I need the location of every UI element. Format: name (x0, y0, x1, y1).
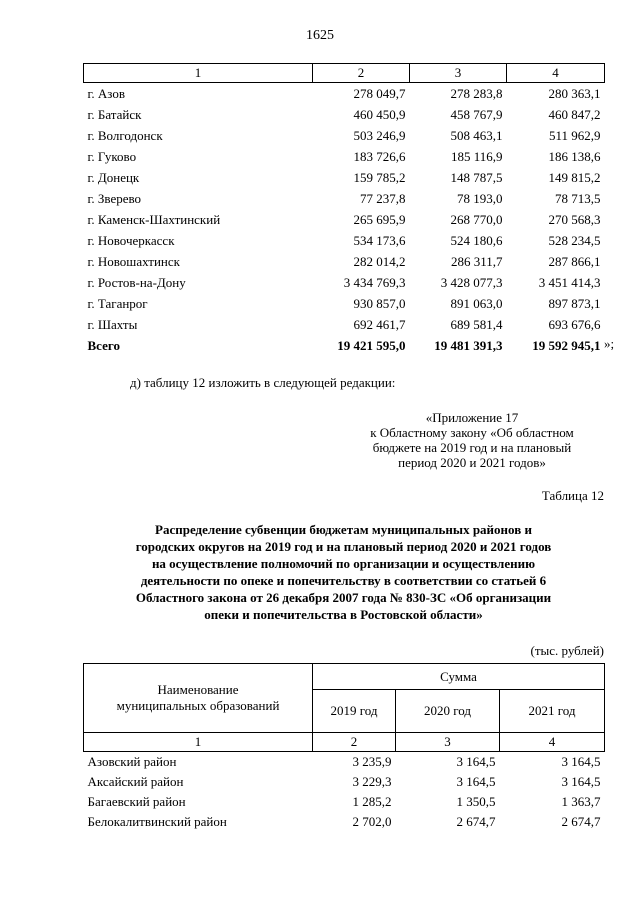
value-2019: 1 285,2 (352, 794, 392, 809)
value-2019: 278 049,7 (353, 85, 406, 101)
value-2021: 3 164,5 (561, 774, 601, 789)
sum-header: Сумма (313, 664, 605, 690)
column-number: 2 (313, 733, 396, 752)
table-number: Таблица 12 (541, 488, 604, 503)
row-name: г. Каменск-Шахтинский (87, 211, 221, 227)
value-2020: 689 581,4 (450, 316, 503, 332)
value-2020: 3 164,5 (456, 754, 496, 769)
value-2019: 692 461,7 (353, 316, 406, 332)
value-2021: 2 674,7 (561, 814, 601, 829)
subvention-table (83, 663, 605, 832)
total-2021: 19 592 945,1 (532, 337, 601, 353)
row-name: Азовский район (87, 754, 177, 769)
appendix-line: период 2020 и 2021 годов» (398, 455, 546, 470)
value-2019: 2 702,0 (352, 814, 392, 829)
table-row (84, 812, 605, 832)
value-2019: 930 857,0 (353, 295, 406, 311)
units-label: (тыс. рублей) (530, 643, 604, 658)
value-2020: 278 283,8 (450, 85, 503, 101)
value-2021: 280 363,1 (548, 85, 601, 101)
value-2019: 460 450,9 (353, 106, 406, 122)
value-2020: 3 164,5 (456, 774, 496, 789)
appendix-line: «Приложение 17 (425, 410, 519, 425)
column-number: 1 (84, 64, 313, 83)
table-row (84, 167, 605, 188)
value-2019: 503 246,9 (353, 127, 406, 143)
title-line: Распределение субвенции бюджетам муниципальных районов и (155, 522, 532, 537)
value-2019: 282 014,2 (353, 253, 406, 269)
value-2021: 511 962,9 (548, 127, 601, 143)
year-header-2019: 2019 год (313, 690, 396, 733)
value-2021: 78 713,5 (555, 190, 601, 206)
table-row (84, 792, 605, 812)
value-2020: 1 350,5 (456, 794, 496, 809)
row-name: г. Волгодонск (87, 127, 163, 143)
table-row (84, 314, 605, 335)
column-number: 3 (396, 733, 500, 752)
row-name: г. Гуково (87, 148, 137, 164)
value-2021: 3 451 414,3 (538, 274, 601, 290)
header-line: муниципальных образований (116, 698, 280, 713)
value-2019: 3 434 769,3 (343, 274, 406, 290)
total-2020: 19 481 391,3 (434, 337, 503, 353)
column-number: 4 (500, 733, 605, 752)
column-number: 1 (84, 733, 313, 752)
value-2019: 183 726,6 (353, 148, 406, 164)
value-2019: 77 237,8 (360, 190, 406, 206)
row-name: г. Донецк (87, 169, 140, 185)
table-row (84, 230, 605, 251)
value-2021: 3 164,5 (561, 754, 601, 769)
appendix-line: к Областному закону «Об областном (370, 425, 574, 440)
value-2021: 693 676,6 (548, 316, 601, 332)
row-name: г. Новошахтинск (87, 253, 180, 269)
total-label: Всего (87, 337, 120, 353)
column-number-row (84, 733, 605, 752)
row-name: Багаевский район (87, 794, 186, 809)
table-row (84, 293, 605, 314)
total-row (84, 335, 605, 356)
appendix-line: бюджете на 2019 год и на плановый (372, 440, 572, 455)
value-2019: 265 695,9 (353, 211, 406, 227)
column-number: 2 (313, 64, 410, 83)
value-2021: 287 866,1 (548, 253, 601, 269)
table-title (83, 521, 604, 623)
table-row (84, 251, 605, 272)
amendment-note: д) таблицу 12 изложить в следующей редакции: (130, 375, 396, 390)
value-2021: 186 138,6 (548, 148, 601, 164)
year-header-2021: 2021 год (500, 690, 605, 733)
table-row (84, 188, 605, 209)
value-2021: 149 815,2 (548, 169, 601, 185)
title-line: городских округов на 2019 год и на плановый период 2020 и 2021 годов (135, 539, 552, 554)
value-2021: 1 363,7 (561, 794, 601, 809)
closing-quote-mark: »; (604, 336, 615, 351)
value-2019: 3 235,9 (352, 754, 392, 769)
row-name: г. Таганрог (87, 295, 148, 311)
table-row (84, 272, 605, 293)
column-number: 3 (410, 64, 507, 83)
header-line: Наименование (157, 682, 239, 697)
row-name: Аксайский район (87, 774, 184, 789)
row-name: г. Батайск (87, 106, 142, 122)
value-2020: 185 116,9 (450, 148, 503, 164)
row-name: г. Ростов-на-Дону (87, 274, 186, 290)
table-row (84, 125, 605, 146)
value-2020: 268 770,0 (450, 211, 503, 227)
value-2020: 148 787,5 (450, 169, 503, 185)
budget-table-cities (83, 63, 605, 356)
title-line: на осуществление полномочий по организации и осуществлению (151, 556, 536, 571)
page-number: 1625 (306, 28, 334, 43)
value-2020: 524 180,6 (450, 232, 503, 248)
value-2019: 3 229,3 (352, 774, 392, 789)
value-2020: 2 674,7 (456, 814, 496, 829)
value-2021: 460 847,2 (548, 106, 601, 122)
column-number-row (84, 64, 605, 83)
title-line: деятельности по опеке и попечительству в соответствии со статьей 6 (140, 573, 547, 588)
value-2019: 159 785,2 (353, 169, 406, 185)
value-2020: 508 463,1 (450, 127, 503, 143)
appendix-reference (340, 410, 604, 470)
table-row (84, 209, 605, 230)
row-name: г. Азов (87, 85, 125, 101)
table-row (84, 772, 605, 792)
value-2020: 458 767,9 (450, 106, 503, 122)
year-header-2020: 2020 год (396, 690, 500, 733)
value-2020: 3 428 077,3 (440, 274, 503, 290)
value-2019: 534 173,6 (353, 232, 406, 248)
table-row (84, 146, 605, 167)
title-line: Областного закона от 26 декабря 2007 года № 830-ЗС «Об организации (135, 590, 552, 605)
column-number: 4 (507, 64, 605, 83)
row-name: г. Новочеркасск (87, 232, 175, 248)
table-row (84, 83, 605, 105)
value-2021: 270 568,3 (548, 211, 601, 227)
value-2021: 528 234,5 (548, 232, 601, 248)
value-2021: 897 873,1 (548, 295, 601, 311)
total-2019: 19 421 595,0 (337, 337, 406, 353)
table-row (84, 752, 605, 773)
name-column-header (84, 664, 313, 733)
table-row (84, 104, 605, 125)
value-2020: 78 193,0 (457, 190, 503, 206)
row-name: г. Зверево (87, 190, 142, 206)
title-line: опеки и попечительства в Ростовской области» (204, 607, 483, 622)
row-name: г. Шахты (87, 316, 138, 332)
value-2020: 286 311,7 (450, 253, 503, 269)
value-2020: 891 063,0 (450, 295, 503, 311)
row-name: Белокалитвинский район (87, 814, 227, 829)
